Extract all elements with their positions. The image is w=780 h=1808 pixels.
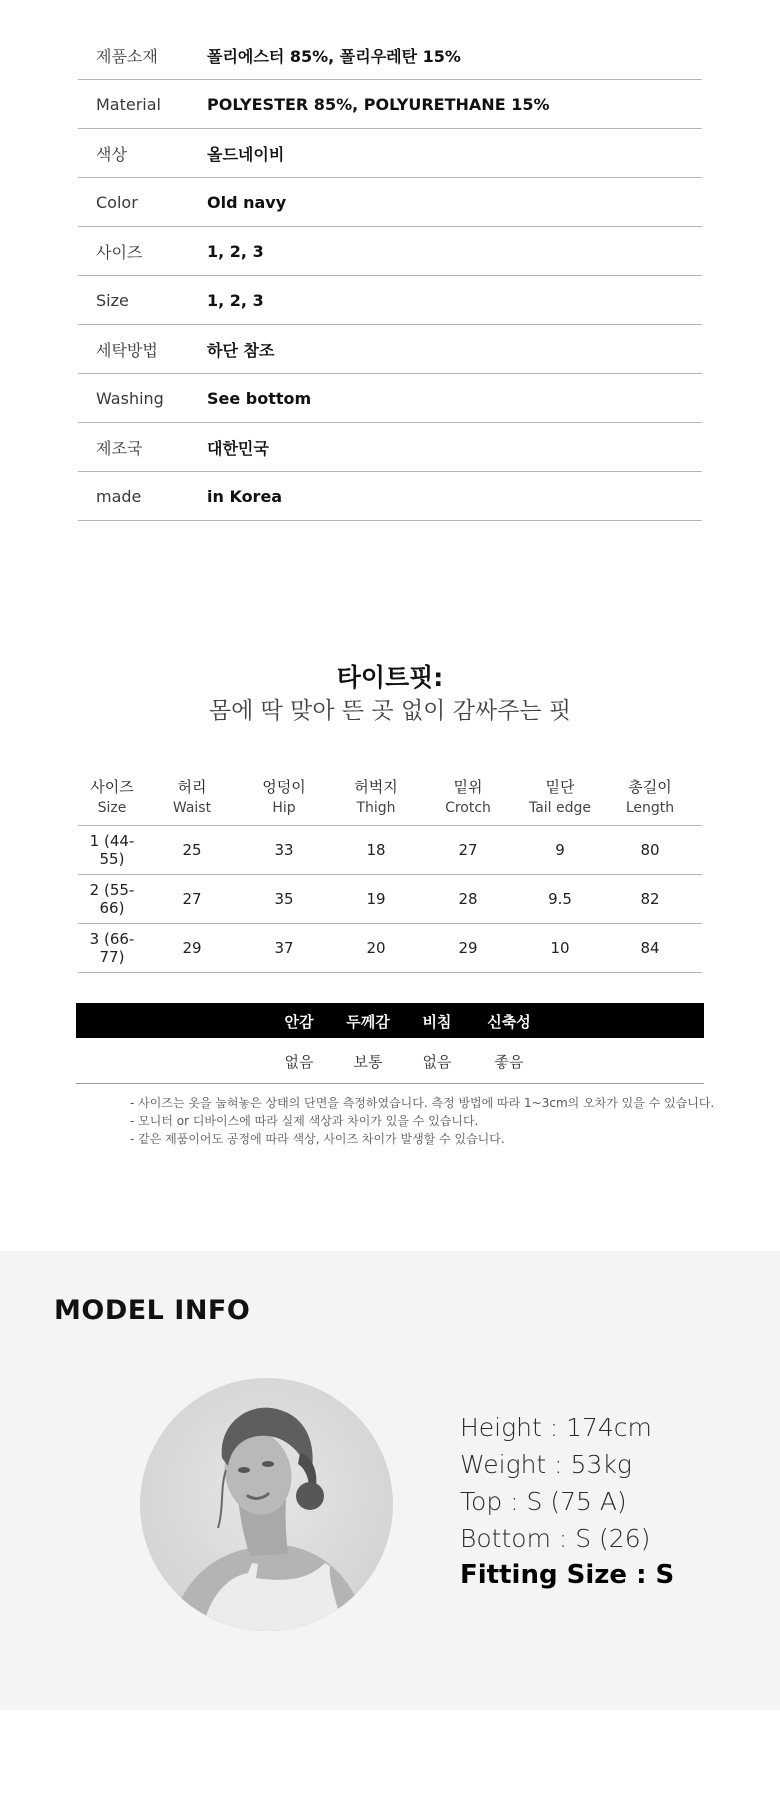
spec-value: 폴리에스터 85%, 폴리우레탄 15% (207, 46, 461, 66)
model-info-section (0, 1251, 780, 1710)
model-top-size: Top : S (75 A) (460, 1487, 627, 1516)
spec-label: Washing (96, 388, 164, 408)
cell-tail-edge: 9 (555, 841, 565, 859)
spec-row-size-en (78, 276, 702, 325)
cell-crotch: 27 (458, 841, 478, 859)
spec-value: Old navy (207, 192, 287, 212)
spec-row-washing-en (78, 374, 702, 423)
model-weight: Weight : 53kg (460, 1450, 632, 1479)
model-info-title: MODEL INFO (54, 1295, 251, 1326)
table-row (78, 875, 702, 924)
header-en: Tail edge (528, 800, 592, 816)
spec-label: Size (96, 290, 129, 310)
header-ko: 엉덩이 (262, 778, 306, 796)
model-portrait-image (140, 1378, 393, 1631)
spec-label: 사이즈 (96, 242, 143, 262)
spec-value: POLYESTER 85%, POLYURETHANE 15% (207, 94, 550, 114)
cell-waist: 27 (182, 890, 202, 908)
cell-tail-edge: 10 (550, 939, 570, 957)
header-cell-length (606, 776, 694, 818)
cell-length: 82 (640, 890, 660, 908)
cell-crotch: 29 (458, 939, 478, 957)
spec-label: Color (96, 192, 138, 212)
note-line: - 사이즈는 옷을 눕혀놓은 상태의 단면을 측정하였습니다. 측정 방법에 따라 1~3cm의 오차가 있을 수 있습니다. (130, 1096, 715, 1110)
header-en: Crotch (445, 800, 491, 816)
spec-row-washing-ko (78, 325, 702, 374)
size-table (78, 769, 702, 973)
cell-thigh: 20 (366, 939, 386, 957)
attr-value-lining: 없음 (284, 1053, 314, 1071)
fit-subtitle: 몸에 딱 맞아 뜬 곳 없이 감싸주는 핏 (208, 698, 572, 724)
header-ko: 허리 (177, 778, 207, 796)
spec-row-size-ko (78, 227, 702, 276)
cell-thigh: 18 (366, 841, 386, 859)
spec-row-origin-en (78, 472, 702, 521)
spec-label: 색상 (96, 144, 127, 164)
table-row (78, 826, 702, 875)
product-spec-table (78, 31, 702, 521)
note-line: - 같은 제품이어도 공정에 따라 색상, 사이즈 차이가 발생할 수 있습니다. (130, 1132, 505, 1146)
spec-value: 올드네이비 (207, 144, 285, 164)
header-ko: 밑위 (453, 778, 483, 796)
cell-tail-edge: 9.5 (548, 890, 572, 908)
spec-row-material-ko (78, 31, 702, 80)
model-stats (460, 1409, 674, 1594)
header-en: Waist (172, 800, 212, 816)
header-cell-crotch (422, 776, 514, 818)
spec-label: Material (96, 94, 161, 114)
model-fitting-size: Fitting Size : S (460, 1560, 675, 1590)
cell-size: 2 (55-66) (89, 881, 135, 917)
cell-length: 84 (640, 939, 660, 957)
model-height: Height : 174cm (460, 1413, 652, 1442)
cell-hip: 35 (274, 890, 294, 908)
spec-label: made (96, 486, 142, 506)
attr-value-sheerness: 없음 (422, 1053, 452, 1071)
size-table-header (78, 769, 702, 826)
spec-label: 제품소재 (96, 46, 158, 66)
header-ko: 밑단 (545, 778, 575, 796)
cell-size: 1 (44-55) (89, 832, 135, 868)
cell-length: 80 (640, 841, 660, 859)
divider (76, 1083, 704, 1084)
cell-crotch: 28 (458, 890, 478, 908)
spec-row-color-en (78, 178, 702, 227)
table-row (78, 924, 702, 973)
attr-value-thickness: 보통 (353, 1053, 383, 1071)
spec-row-color-ko (78, 129, 702, 178)
size-notes (130, 1094, 714, 1148)
spec-value: 1, 2, 3 (207, 241, 264, 261)
cell-waist: 25 (182, 841, 202, 859)
spec-row-origin-ko (78, 423, 702, 472)
attr-header-thickness: 두께감 (346, 1013, 390, 1031)
spec-value: See bottom (207, 388, 312, 408)
header-cell-size (78, 776, 146, 818)
fit-title: 타이트핏: (336, 663, 444, 692)
spec-label: 제조국 (96, 438, 143, 458)
attr-header-lining: 안감 (284, 1013, 314, 1031)
cell-size: 3 (66-77) (89, 930, 135, 966)
header-ko: 총길이 (628, 778, 672, 796)
spec-label: 세탁방법 (96, 340, 158, 360)
attr-header-sheerness: 비침 (422, 1013, 452, 1031)
header-en: Size (97, 800, 127, 816)
spec-value: 하단 참조 (207, 340, 275, 360)
spec-value: 1, 2, 3 (207, 290, 264, 310)
note-line: - 모니터 or 디바이스에 따라 실제 색상과 차이가 있을 수 있습니다. (130, 1114, 479, 1128)
cell-thigh: 19 (366, 890, 386, 908)
header-cell-waist (146, 776, 238, 818)
spec-row-material-en (78, 80, 702, 129)
model-bottom-size: Bottom : S (26) (460, 1524, 651, 1553)
header-cell-tail-edge (514, 776, 606, 818)
header-ko: 사이즈 (90, 778, 134, 796)
header-en: Thigh (356, 800, 396, 816)
attr-header-stretch: 신축성 (487, 1013, 531, 1031)
header-en: Length (625, 800, 675, 816)
header-en: Hip (272, 800, 296, 816)
attr-value-stretch: 좋음 (494, 1053, 524, 1071)
spec-value: 대한민국 (207, 438, 269, 458)
spec-value: in Korea (207, 486, 283, 506)
cell-hip: 37 (274, 939, 294, 957)
header-ko: 허벅지 (354, 778, 398, 796)
cell-waist: 29 (182, 939, 202, 957)
cell-hip: 33 (274, 841, 294, 859)
header-cell-hip (238, 776, 330, 818)
header-cell-thigh (330, 776, 422, 818)
